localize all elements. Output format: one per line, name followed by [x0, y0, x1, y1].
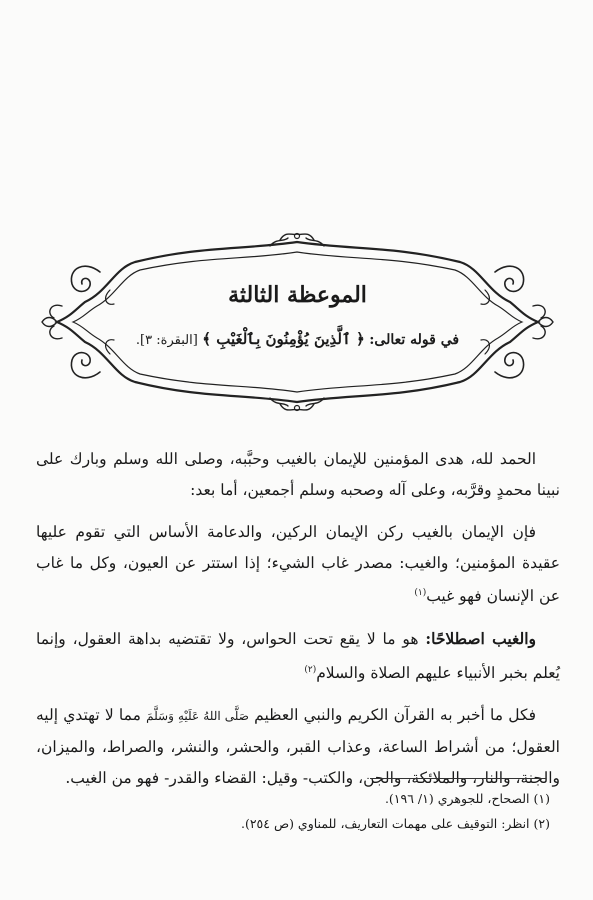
body-text: [36, 444, 560, 793]
paragraph-examples: [36, 700, 560, 793]
honorific-text: صَلَّى اللهُ عَلَيْهِ وَسَلَّمَ: [146, 709, 249, 724]
footnote-ref-1: (١): [414, 588, 427, 599]
paragraph-definition: [36, 624, 560, 688]
footnote-2: (٢) انظر: التوقيف على مهمات التعاريف، للمناوي (ص ٢٥٤).: [240, 816, 550, 831]
examples-rest: مما لا تهتدي إليه العقول؛ من أشراط الساعة، وعذاب القبر، والحشر، والنشر، والصراط، والميزان، والجنة، والنار، والملائكة، والجن، والكتب- وقيل: القضاء والقدر- فهو من الغيب.: [36, 706, 560, 787]
lesson-title: الموعظة الثالثة: [228, 282, 367, 308]
definition-text: هو ما لا يقع تحت الحواس، ولا تقتضيه بداهة العقول، وإنما يُعلم بخبر الأنبياء عليهم الصلاة والسلام: [36, 630, 560, 682]
footnotes: [40, 786, 550, 836]
ornamental-frame: [40, 232, 555, 412]
verse-lead: في قوله تعالى:: [369, 332, 460, 348]
paragraph-2-text: فإن الإيمان بالغيب ركن الإيمان الركين، والدعامة الأساس التي تقوم عليها عقيدة المؤمنين؛ والغيب: مصدر غاب الشيء؛ إذا استتر عن العيون، وكل ما غاب عن الإنسان فهو غيب: [36, 523, 560, 606]
paragraph-opening: الحمد لله، هدى المؤمنين للإيمان بالغيب وحبَّبه، وصلى الله وسلم وبارك على نبينا محمدٍ وقرَّبه، وعلى آله وصحبه وسلم أجمعين، أما بعد:: [36, 450, 560, 499]
verse-text: ﴿ ٱلَّذِينَ يُؤْمِنُونَ بِٱلْغَيْبِ ﴾: [202, 330, 365, 348]
definition-lead: والغيب اصطلاحًا:: [425, 629, 536, 649]
footnote-1: (١) الصحاح، للجوهري (١/ ١٩٦).: [384, 791, 550, 806]
ornament-border-icon: [40, 232, 555, 412]
examples-start: فكل ما أخبر به القرآن الكريم والنبي العظيم: [248, 706, 536, 725]
verse-source: [البقرة: ٣].: [135, 333, 198, 348]
paragraph-faith-in-unseen: [36, 517, 560, 612]
verse-line: [110, 330, 485, 348]
footnote-divider: [370, 778, 546, 779]
footnote-ref-2: (٢): [304, 664, 317, 675]
